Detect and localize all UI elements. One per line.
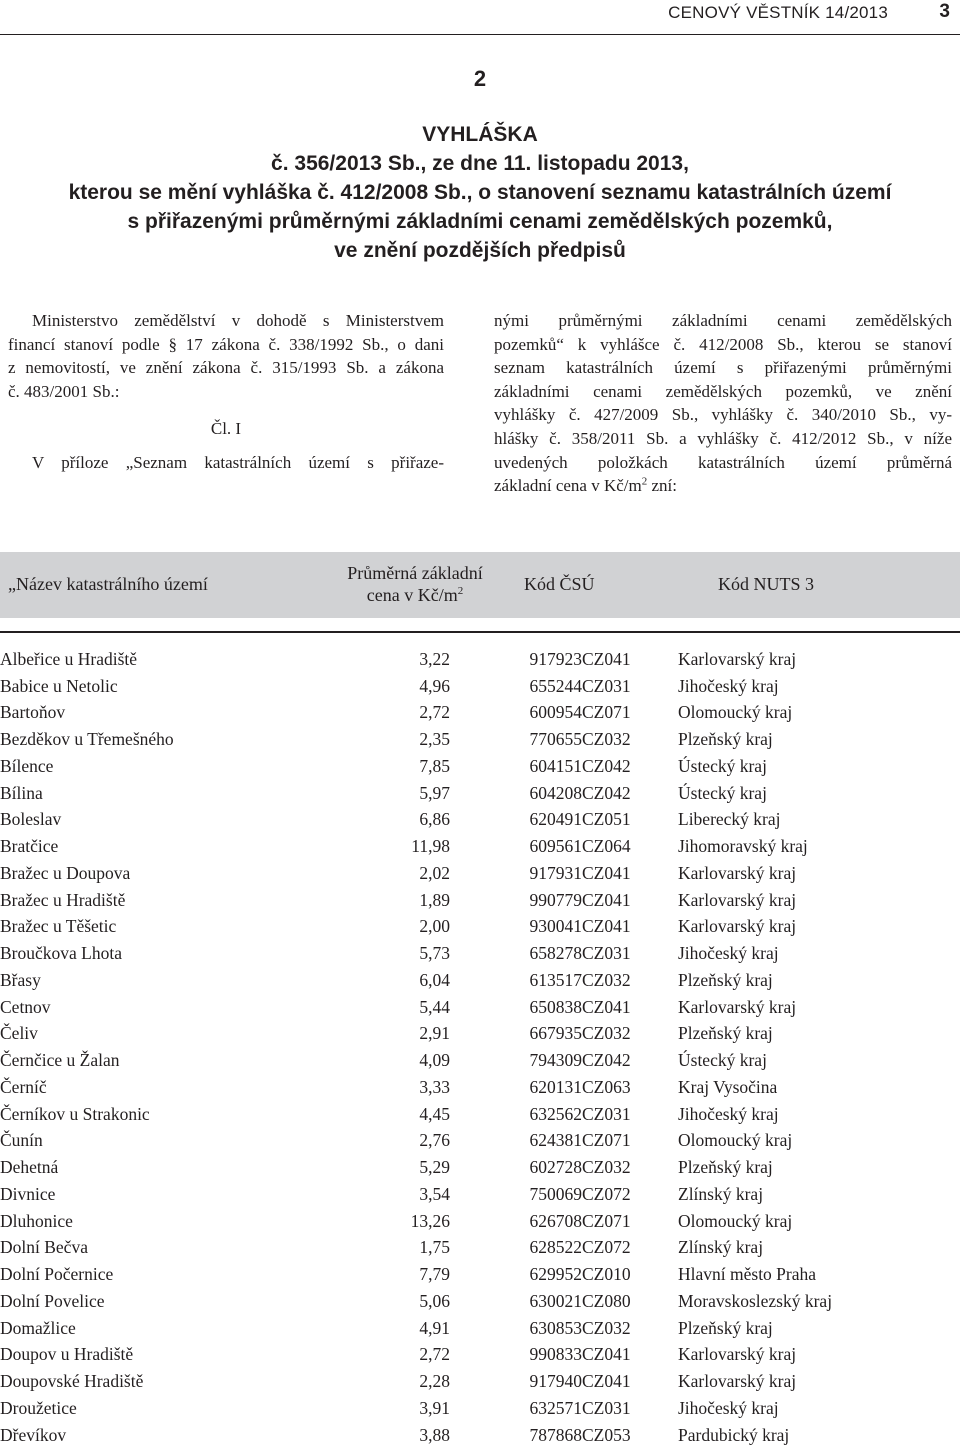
region-name: Hlavní město Praha [678,1264,817,1285]
nuts-code: CZ041 [582,996,631,1017]
territory-name: Dolní Počernice [0,1264,114,1285]
nuts-code: CZ031 [582,1103,631,1124]
intro-line: financí stanoví podle § 17 zákona č. 338/1992 Sb., o dani [8,334,444,354]
average-price: 4,91 [419,1317,450,1338]
cadastral-table [0,646,960,1449]
region-name: Ústecký kraj [678,1050,767,1071]
superscript: 2 [457,585,464,597]
nuts-code: CZ032 [582,729,631,750]
region-name: Karlovarský kraj [678,1371,797,1392]
csu-code: 632562 [529,1103,582,1124]
csu-code: 604208 [529,782,582,803]
territory-name: Albeřice u Hradiště [0,648,138,669]
body-line: seznam katastrálních území s přiřazenými průměrnými [494,358,952,378]
page-number: 3 [939,1,950,22]
region-name: Plzeňský kraj [678,1317,773,1338]
csu-code: 770655 [529,729,582,750]
csu-code: 650838 [529,996,582,1017]
csu-code: 750069 [529,1183,582,1204]
nuts-code: CZ041 [582,648,631,669]
article-heading: Čl. I [210,419,242,439]
intro-line: Ministerstvo zemědělství v dohodě s Ministerstvem [32,311,444,330]
territory-name: Dolní Povelice [0,1290,105,1311]
territory-name: Bratčice [0,836,59,857]
body-line: hlášky č. 358/2011 Sb. a vyhlášky č. 412/2012 Sb., v níže [494,428,952,448]
nuts-code: CZ041 [582,1344,631,1365]
average-price: 4,45 [419,1103,450,1124]
nuts-code: CZ080 [582,1290,631,1311]
average-price: 7,79 [419,1264,450,1285]
page-header [0,0,960,26]
territory-name: Doupovské Hradiště [0,1371,144,1392]
territory-name: Černčice u Žalan [0,1050,120,1071]
csu-code: 609561 [529,836,582,857]
csu-code: 787868 [529,1424,582,1445]
region-name: Jihočeský kraj [678,943,779,964]
average-price: 2,00 [419,916,450,937]
table-row [0,833,960,860]
table-row [0,967,960,994]
nuts-code: CZ072 [582,1237,631,1258]
territory-name: Divnice [0,1183,56,1204]
territory-name: Dřevíkov [0,1424,67,1445]
csu-code: 655244 [529,675,582,696]
territory-name: Broučkova Lhota [0,943,122,964]
table-row [0,940,960,967]
csu-code: 630021 [529,1290,582,1311]
average-price: 5,06 [419,1290,450,1311]
csu-code: 930041 [529,916,582,937]
average-price: 3,91 [419,1397,450,1418]
nuts-code: CZ051 [582,809,631,830]
csu-code: 917931 [529,862,582,883]
csu-code: 624381 [529,1130,582,1151]
table-row [0,1395,960,1422]
nuts-code: CZ071 [582,1130,631,1151]
superscript: 2 [641,475,648,488]
territory-name: Bezděkov u Třemešného [0,729,174,750]
nuts-code: CZ041 [582,1371,631,1392]
average-price: 2,91 [419,1023,450,1044]
region-name: Jihočeský kraj [678,1397,779,1418]
table-row [0,1422,960,1449]
nuts-code: CZ032 [582,1157,631,1178]
nuts-code: CZ032 [582,1317,631,1338]
nuts-code: CZ031 [582,675,631,696]
territory-name: Černíkov u Strakonic [0,1103,150,1124]
average-price: 5,29 [419,1157,450,1178]
region-name: Kraj Vysočina [678,1076,778,1097]
nuts-code: CZ010 [582,1264,631,1285]
territory-name: Dolní Bečva [0,1237,88,1258]
table-row [0,726,960,753]
region-name: Plzeňský kraj [678,729,773,750]
average-price: 3,22 [419,648,450,669]
csu-code: 602728 [529,1157,582,1178]
csu-code: 620491 [529,809,582,830]
table-row [0,860,960,887]
csu-code: 917923 [529,648,582,669]
average-price: 2,02 [419,862,450,883]
region-name: Karlovarský kraj [678,996,797,1017]
table-row [0,1047,960,1074]
table-row [0,673,960,700]
region-name: Plzeňský kraj [678,969,773,990]
territory-name: Babice u Netolic [0,675,118,696]
nuts-code: CZ041 [582,862,631,883]
average-price: 4,96 [419,675,450,696]
average-price: 6,86 [419,809,450,830]
header-name: „Název katastrálního území [8,574,208,594]
table-row [0,807,960,834]
body-line-text: zní: [647,476,677,496]
left-text-column [8,309,444,475]
region-name: Olomoucký kraj [678,702,793,723]
territory-name: Čeliv [0,1023,38,1044]
journal-title: CENOVÝ VĚSTNÍK 14/2013 [668,3,888,22]
nuts-code: CZ041 [582,916,631,937]
nuts-code: CZ042 [582,755,631,776]
table-row [0,1368,960,1395]
body-line: vyhlášky č. 427/2009 Sb., vyhlášky č. 340/2010 Sb., vy- [494,405,952,425]
region-name: Jihomoravský kraj [678,836,808,857]
nuts-code: CZ064 [582,836,631,857]
territory-name: Boleslav [0,809,62,830]
title-line: s přiřazenými průměrnými základními cenami zemědělských pozemků, [127,210,833,233]
header-price-unit: cena v Kč/m [366,585,458,605]
region-name: Jihočeský kraj [678,675,779,696]
average-price: 5,73 [419,943,450,964]
region-name: Moravskoslezský kraj [678,1290,833,1311]
territory-name: Droužetice [0,1397,77,1418]
average-price: 2,76 [419,1130,450,1151]
csu-code: 990779 [529,889,582,910]
table-row [0,1315,960,1342]
average-price: 4,09 [419,1050,450,1071]
body-line: základními cenami zemědělských pozemků, ve znění [494,381,952,401]
average-price: 3,54 [419,1183,450,1204]
csu-code: 604151 [529,755,582,776]
header-price-line2 [330,584,500,606]
region-name: Pardubický kraj [678,1424,790,1445]
territory-name: Černíč [0,1076,47,1097]
csu-code: 794309 [529,1050,582,1071]
average-price: 2,72 [419,1344,450,1365]
body-line: uvedených položkách katastrálních území průměrná [494,452,952,472]
region-name: Olomoucký kraj [678,1130,793,1151]
header-rule [0,34,960,35]
header-csu-code: Kód ČSÚ [524,574,595,594]
table-row [0,1288,960,1315]
territory-name: Bražec u Hradiště [0,889,126,910]
title-line: kterou se mění vyhláška č. 412/2008 Sb., o stanovení seznamu katastrálních území [68,181,892,204]
table-row [0,1154,960,1181]
average-price: 1,75 [419,1237,450,1258]
csu-code: 917940 [529,1371,582,1392]
average-price: 13,26 [410,1210,450,1231]
table-row [0,646,960,673]
right-text-column [494,309,952,498]
table-row [0,914,960,941]
nuts-code: CZ031 [582,943,631,964]
intro-line: č. 483/2001 Sb.: [8,381,120,401]
table-body [0,646,960,1449]
title-line: č. 356/2013 Sb., ze dne 11. listopadu 2013, [271,152,689,175]
territory-name: Dluhonice [0,1210,73,1231]
nuts-code: CZ032 [582,969,631,990]
csu-code: 628522 [529,1237,582,1258]
table-row [0,700,960,727]
average-price: 3,88 [419,1424,450,1445]
table-row [0,753,960,780]
header-nuts-code: Kód NUTS 3 [718,574,815,594]
average-price: 5,97 [419,782,450,803]
average-price: 2,28 [419,1371,450,1392]
territory-name: Bražec u Těšetic [0,916,117,937]
region-name: Karlovarský kraj [678,889,797,910]
table-row [0,1235,960,1262]
decree-number: 2 [473,66,487,91]
table-row [0,887,960,914]
body-line-last [494,474,952,498]
region-name: Karlovarský kraj [678,648,797,669]
territory-name: Břasy [0,969,41,990]
average-price: 2,35 [419,729,450,750]
body-line: pozemků“ k vyhlášce č. 412/2008 Sb., kterou se stanoví [494,334,952,354]
region-name: Karlovarský kraj [678,1344,797,1365]
territory-name: Domažlice [0,1317,76,1338]
territory-name: Bílence [0,755,54,776]
csu-code: 990833 [529,1344,582,1365]
csu-code: 658278 [529,943,582,964]
region-name: Zlínský kraj [678,1237,764,1258]
header-price-line1: Průměrná základní [347,563,483,583]
nuts-code: CZ032 [582,1023,631,1044]
nuts-code: CZ072 [582,1183,631,1204]
table-row [0,1181,960,1208]
territory-name: Bartoňov [0,702,66,723]
table-row [0,1101,960,1128]
header-price [330,562,500,606]
nuts-code: CZ042 [582,782,631,803]
body-line-text: základní cena v Kč/m [494,476,642,496]
region-name: Karlovarský kraj [678,862,797,883]
csu-code: 667935 [529,1023,582,1044]
table-header [0,552,960,618]
average-price: 2,72 [419,702,450,723]
nuts-code: CZ063 [582,1076,631,1097]
nuts-code: CZ053 [582,1424,631,1445]
nuts-code: CZ071 [582,1210,631,1231]
table-row [0,1074,960,1101]
average-price: 3,33 [419,1076,450,1097]
intro-line: z nemovitostí, ve znění zákona č. 315/1993 Sb. a zákona [8,358,444,378]
average-price: 7,85 [419,755,450,776]
csu-code: 632571 [529,1397,582,1418]
region-name: Ústecký kraj [678,755,767,776]
csu-code: 629952 [529,1264,582,1285]
territory-name: Cetnov [0,996,51,1017]
nuts-code: CZ031 [582,1397,631,1418]
region-name: Jihočeský kraj [678,1103,779,1124]
average-price: 6,04 [419,969,450,990]
body-line: nými průměrnými základními cenami zemědělských [494,311,952,330]
table-row [0,1208,960,1235]
nuts-code: CZ041 [582,889,631,910]
nuts-code: CZ071 [582,702,631,723]
average-price: 11,98 [411,836,450,857]
csu-code: 626708 [529,1210,582,1231]
region-name: Zlínský kraj [678,1183,764,1204]
csu-code: 630853 [529,1317,582,1338]
csu-code: 620131 [529,1076,582,1097]
table-header-rule [0,631,960,633]
nuts-code: CZ042 [582,1050,631,1071]
region-name: Olomoucký kraj [678,1210,793,1231]
average-price: 1,89 [419,889,450,910]
region-name: Plzeňský kraj [678,1023,773,1044]
table-row [0,994,960,1021]
region-name: Plzeňský kraj [678,1157,773,1178]
territory-name: Čunín [0,1130,43,1151]
table-row [0,1021,960,1048]
table-row [0,780,960,807]
title-line: VYHLÁŠKA [422,123,538,146]
region-name: Ústecký kraj [678,782,767,803]
table-row [0,1261,960,1288]
territory-name: Bílina [0,782,43,803]
csu-code: 600954 [529,702,582,723]
table-row [0,1342,960,1369]
average-price: 5,44 [419,996,450,1017]
document-title [40,120,920,265]
csu-code: 613517 [529,969,582,990]
territory-name: Doupov u Hradiště [0,1344,134,1365]
territory-name: Bražec u Doupova [0,862,131,883]
region-name: Liberecký kraj [678,809,781,830]
territory-name: Dehetná [0,1157,59,1178]
article-line: V příloze „Seznam katastrálních území s přiřaze- [32,452,444,472]
title-line: ve znění pozdějších předpisů [334,239,626,262]
table-row [0,1128,960,1155]
region-name: Karlovarský kraj [678,916,797,937]
